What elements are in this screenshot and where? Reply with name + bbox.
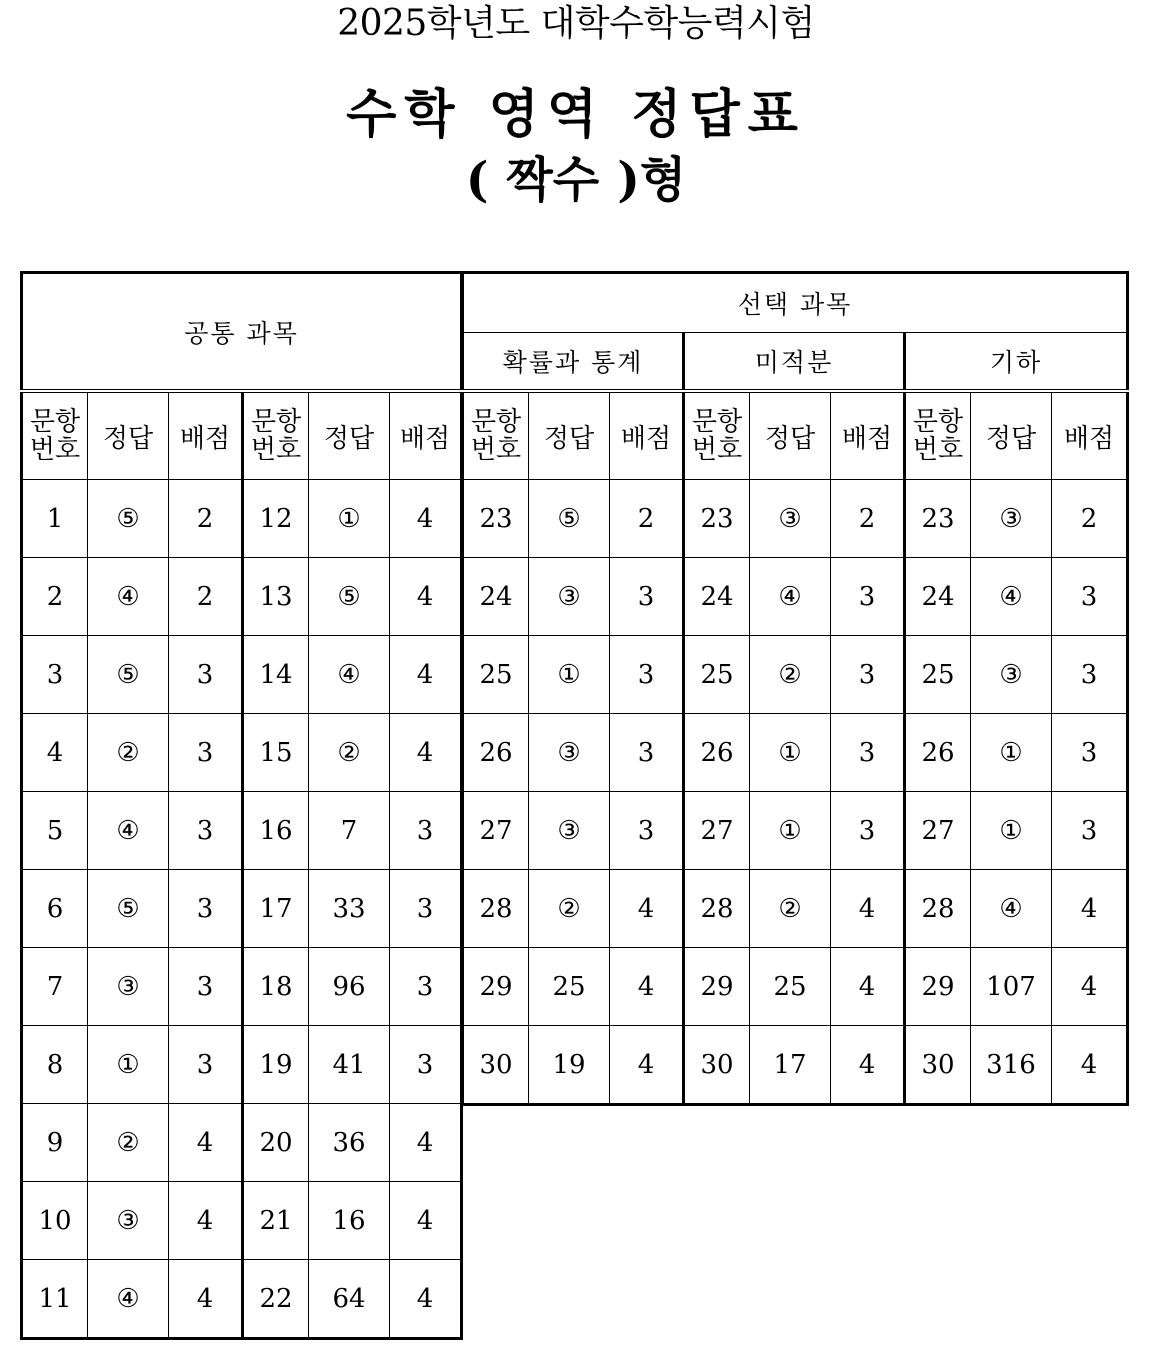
col-header-points: 배점	[390, 391, 462, 480]
question-number: 24	[905, 558, 971, 636]
common-column-header	[22, 391, 462, 480]
answer-cell: ③	[529, 714, 610, 792]
subject-name-calculus: 미적분	[684, 333, 905, 392]
points-cell: 4	[1052, 948, 1128, 1026]
answer-cell: ②	[750, 870, 831, 948]
question-number: 4	[22, 714, 88, 792]
document-title: 수학 영역 정답표	[346, 84, 806, 145]
answer-cell: 25	[750, 948, 831, 1026]
answer-cell: ①	[309, 480, 390, 558]
elective-subject-title: 선택 과목	[463, 273, 1128, 333]
answer-cell: ③	[971, 480, 1052, 558]
table-row	[22, 480, 462, 558]
col-header-number: 문항 번호	[243, 391, 309, 480]
answer-cell: 33	[309, 870, 390, 948]
table-row	[463, 480, 1128, 558]
points-cell: 3	[831, 792, 905, 870]
answer-cell: 64	[309, 1260, 390, 1339]
points-cell: 2	[831, 480, 905, 558]
question-number: 1	[22, 480, 88, 558]
col-header-answer: 정답	[529, 391, 610, 480]
points-cell: 4	[610, 870, 684, 948]
answer-cell: 107	[971, 948, 1052, 1026]
col-header-points: 배점	[610, 391, 684, 480]
col-header-number: 문항 번호	[463, 391, 529, 480]
answer-cell: 96	[309, 948, 390, 1026]
points-cell: 3	[831, 714, 905, 792]
answer-cell: ④	[971, 558, 1052, 636]
question-number: 9	[22, 1104, 88, 1182]
question-number: 24	[463, 558, 529, 636]
question-number: 14	[243, 636, 309, 714]
points-cell: 3	[169, 636, 243, 714]
table-row	[22, 1182, 462, 1260]
question-number: 8	[22, 1026, 88, 1104]
answer-cell: ③	[971, 636, 1052, 714]
type-name: 짝수	[506, 152, 600, 208]
answer-cell: 17	[750, 1026, 831, 1105]
question-number: 22	[243, 1260, 309, 1339]
points-cell: 2	[610, 480, 684, 558]
answer-cell: 25	[529, 948, 610, 1026]
question-number: 21	[243, 1182, 309, 1260]
question-number: 20	[243, 1104, 309, 1182]
points-cell: 3	[610, 558, 684, 636]
points-cell: 4	[610, 1026, 684, 1105]
answer-cell: ②	[750, 636, 831, 714]
question-number: 28	[463, 870, 529, 948]
exam-title: 2025학년도 대학수학능력시험	[337, 3, 815, 44]
points-cell: 3	[169, 792, 243, 870]
table-row	[22, 1260, 462, 1339]
question-number: 25	[905, 636, 971, 714]
points-cell: 4	[390, 714, 462, 792]
table-row	[22, 792, 462, 870]
question-number: 23	[463, 480, 529, 558]
question-number: 26	[463, 714, 529, 792]
answer-cell: ①	[971, 714, 1052, 792]
col-header-answer: 정답	[971, 391, 1052, 480]
table-row	[22, 558, 462, 636]
question-number: 16	[243, 792, 309, 870]
table-row	[463, 792, 1128, 870]
answer-cell: ②	[309, 714, 390, 792]
col-header-answer: 정답	[88, 391, 169, 480]
answer-cell: ④	[750, 558, 831, 636]
points-cell: 3	[831, 636, 905, 714]
answer-cell: 16	[309, 1182, 390, 1260]
question-number: 30	[463, 1026, 529, 1105]
points-cell: 3	[390, 1026, 462, 1104]
table-row	[22, 870, 462, 948]
answer-cell: ⑤	[88, 636, 169, 714]
question-number: 27	[684, 792, 750, 870]
question-number: 15	[243, 714, 309, 792]
col-header-answer: 정답	[750, 391, 831, 480]
answer-cell: ④	[88, 558, 169, 636]
question-number: 29	[684, 948, 750, 1026]
question-number: 23	[684, 480, 750, 558]
type-open-paren: (	[465, 152, 489, 208]
answer-cell: ①	[750, 714, 831, 792]
table-row	[463, 558, 1128, 636]
question-number: 19	[243, 1026, 309, 1104]
answer-cell: ⑤	[88, 480, 169, 558]
points-cell: 3	[169, 948, 243, 1026]
table-row	[22, 1026, 462, 1104]
subject-name-probability: 확률과 통계	[463, 333, 684, 392]
points-cell: 4	[1052, 870, 1128, 948]
answer-cell: 316	[971, 1026, 1052, 1105]
answer-cell: ①	[88, 1026, 169, 1104]
elective-column-header	[463, 391, 1128, 480]
table-row	[463, 948, 1128, 1026]
answer-cell: 41	[309, 1026, 390, 1104]
points-cell: 3	[1052, 636, 1128, 714]
points-cell: 4	[390, 558, 462, 636]
table-row	[22, 714, 462, 792]
points-cell: 4	[390, 1260, 462, 1339]
points-cell: 2	[169, 480, 243, 558]
points-cell: 4	[390, 1104, 462, 1182]
points-cell: 3	[169, 714, 243, 792]
col-header-answer: 정답	[309, 391, 390, 480]
exam-type	[0, 150, 1152, 210]
col-header-number: 문항 번호	[905, 391, 971, 480]
question-number: 27	[905, 792, 971, 870]
answer-cell: ⑤	[88, 870, 169, 948]
question-number: 7	[22, 948, 88, 1026]
table-row	[463, 636, 1128, 714]
answer-cell: 7	[309, 792, 390, 870]
question-number: 24	[684, 558, 750, 636]
col-header-points: 배점	[831, 391, 905, 480]
common-subject-title: 공통 과목	[22, 273, 462, 392]
answer-cell: ③	[529, 558, 610, 636]
question-number: 25	[463, 636, 529, 714]
question-number: 26	[684, 714, 750, 792]
table-row	[22, 948, 462, 1026]
question-number: 10	[22, 1182, 88, 1260]
answer-cell: ①	[971, 792, 1052, 870]
points-cell: 3	[831, 558, 905, 636]
question-number: 18	[243, 948, 309, 1026]
points-cell: 4	[610, 948, 684, 1026]
answer-cell: ⑤	[309, 558, 390, 636]
answer-cell: ④	[309, 636, 390, 714]
answer-cell: ④	[88, 1260, 169, 1339]
question-number: 3	[22, 636, 88, 714]
table-row	[22, 1104, 462, 1182]
answer-cell: ②	[529, 870, 610, 948]
question-number: 2	[22, 558, 88, 636]
points-cell: 3	[390, 792, 462, 870]
question-number: 25	[684, 636, 750, 714]
question-number: 13	[243, 558, 309, 636]
points-cell: 4	[390, 636, 462, 714]
points-cell: 3	[169, 870, 243, 948]
points-cell: 4	[390, 1182, 462, 1260]
points-cell: 4	[831, 870, 905, 948]
table-row	[463, 714, 1128, 792]
question-number: 23	[905, 480, 971, 558]
answer-cell: ④	[971, 870, 1052, 948]
points-cell: 3	[169, 1026, 243, 1104]
points-cell: 2	[1052, 480, 1128, 558]
table-row	[463, 870, 1128, 948]
col-header-number: 문항 번호	[684, 391, 750, 480]
col-header-points: 배점	[1052, 391, 1128, 480]
question-number: 12	[243, 480, 309, 558]
points-cell: 3	[390, 948, 462, 1026]
points-cell: 4	[169, 1104, 243, 1182]
question-number: 6	[22, 870, 88, 948]
points-cell: 3	[610, 792, 684, 870]
points-cell: 4	[169, 1260, 243, 1339]
answer-cell: ①	[529, 636, 610, 714]
col-header-points: 배점	[169, 391, 243, 480]
points-cell: 4	[169, 1182, 243, 1260]
answer-cell: ③	[750, 480, 831, 558]
question-number: 29	[463, 948, 529, 1026]
points-cell: 4	[1052, 1026, 1128, 1105]
answer-cell: ①	[750, 792, 831, 870]
type-close-paren: )형	[617, 152, 687, 208]
answer-cell: ③	[88, 1182, 169, 1260]
points-cell: 3	[1052, 714, 1128, 792]
answer-cell: ②	[88, 714, 169, 792]
table-row	[463, 1026, 1128, 1105]
question-number: 30	[905, 1026, 971, 1105]
points-cell: 3	[610, 714, 684, 792]
table-row	[22, 636, 462, 714]
question-number: 17	[243, 870, 309, 948]
answer-cell: 19	[529, 1026, 610, 1105]
points-cell: 3	[390, 870, 462, 948]
answer-cell: ⑤	[529, 480, 610, 558]
points-cell: 4	[831, 1026, 905, 1105]
points-cell: 3	[610, 636, 684, 714]
elective-subject-table	[461, 271, 1129, 1106]
common-subject-table	[20, 271, 463, 1340]
points-cell: 3	[1052, 792, 1128, 870]
points-cell: 2	[169, 558, 243, 636]
subject-name-geometry: 기하	[905, 333, 1128, 392]
question-number: 5	[22, 792, 88, 870]
question-number: 30	[684, 1026, 750, 1105]
question-number: 28	[905, 870, 971, 948]
answer-cell: ④	[88, 792, 169, 870]
points-cell: 3	[1052, 558, 1128, 636]
col-header-number: 문항 번호	[22, 391, 88, 480]
answer-cell: 36	[309, 1104, 390, 1182]
question-number: 29	[905, 948, 971, 1026]
answer-cell: ②	[88, 1104, 169, 1182]
answer-cell: ③	[529, 792, 610, 870]
points-cell: 4	[390, 480, 462, 558]
points-cell: 4	[831, 948, 905, 1026]
question-number: 28	[684, 870, 750, 948]
answer-cell: ③	[88, 948, 169, 1026]
question-number: 26	[905, 714, 971, 792]
question-number: 11	[22, 1260, 88, 1339]
question-number: 27	[463, 792, 529, 870]
